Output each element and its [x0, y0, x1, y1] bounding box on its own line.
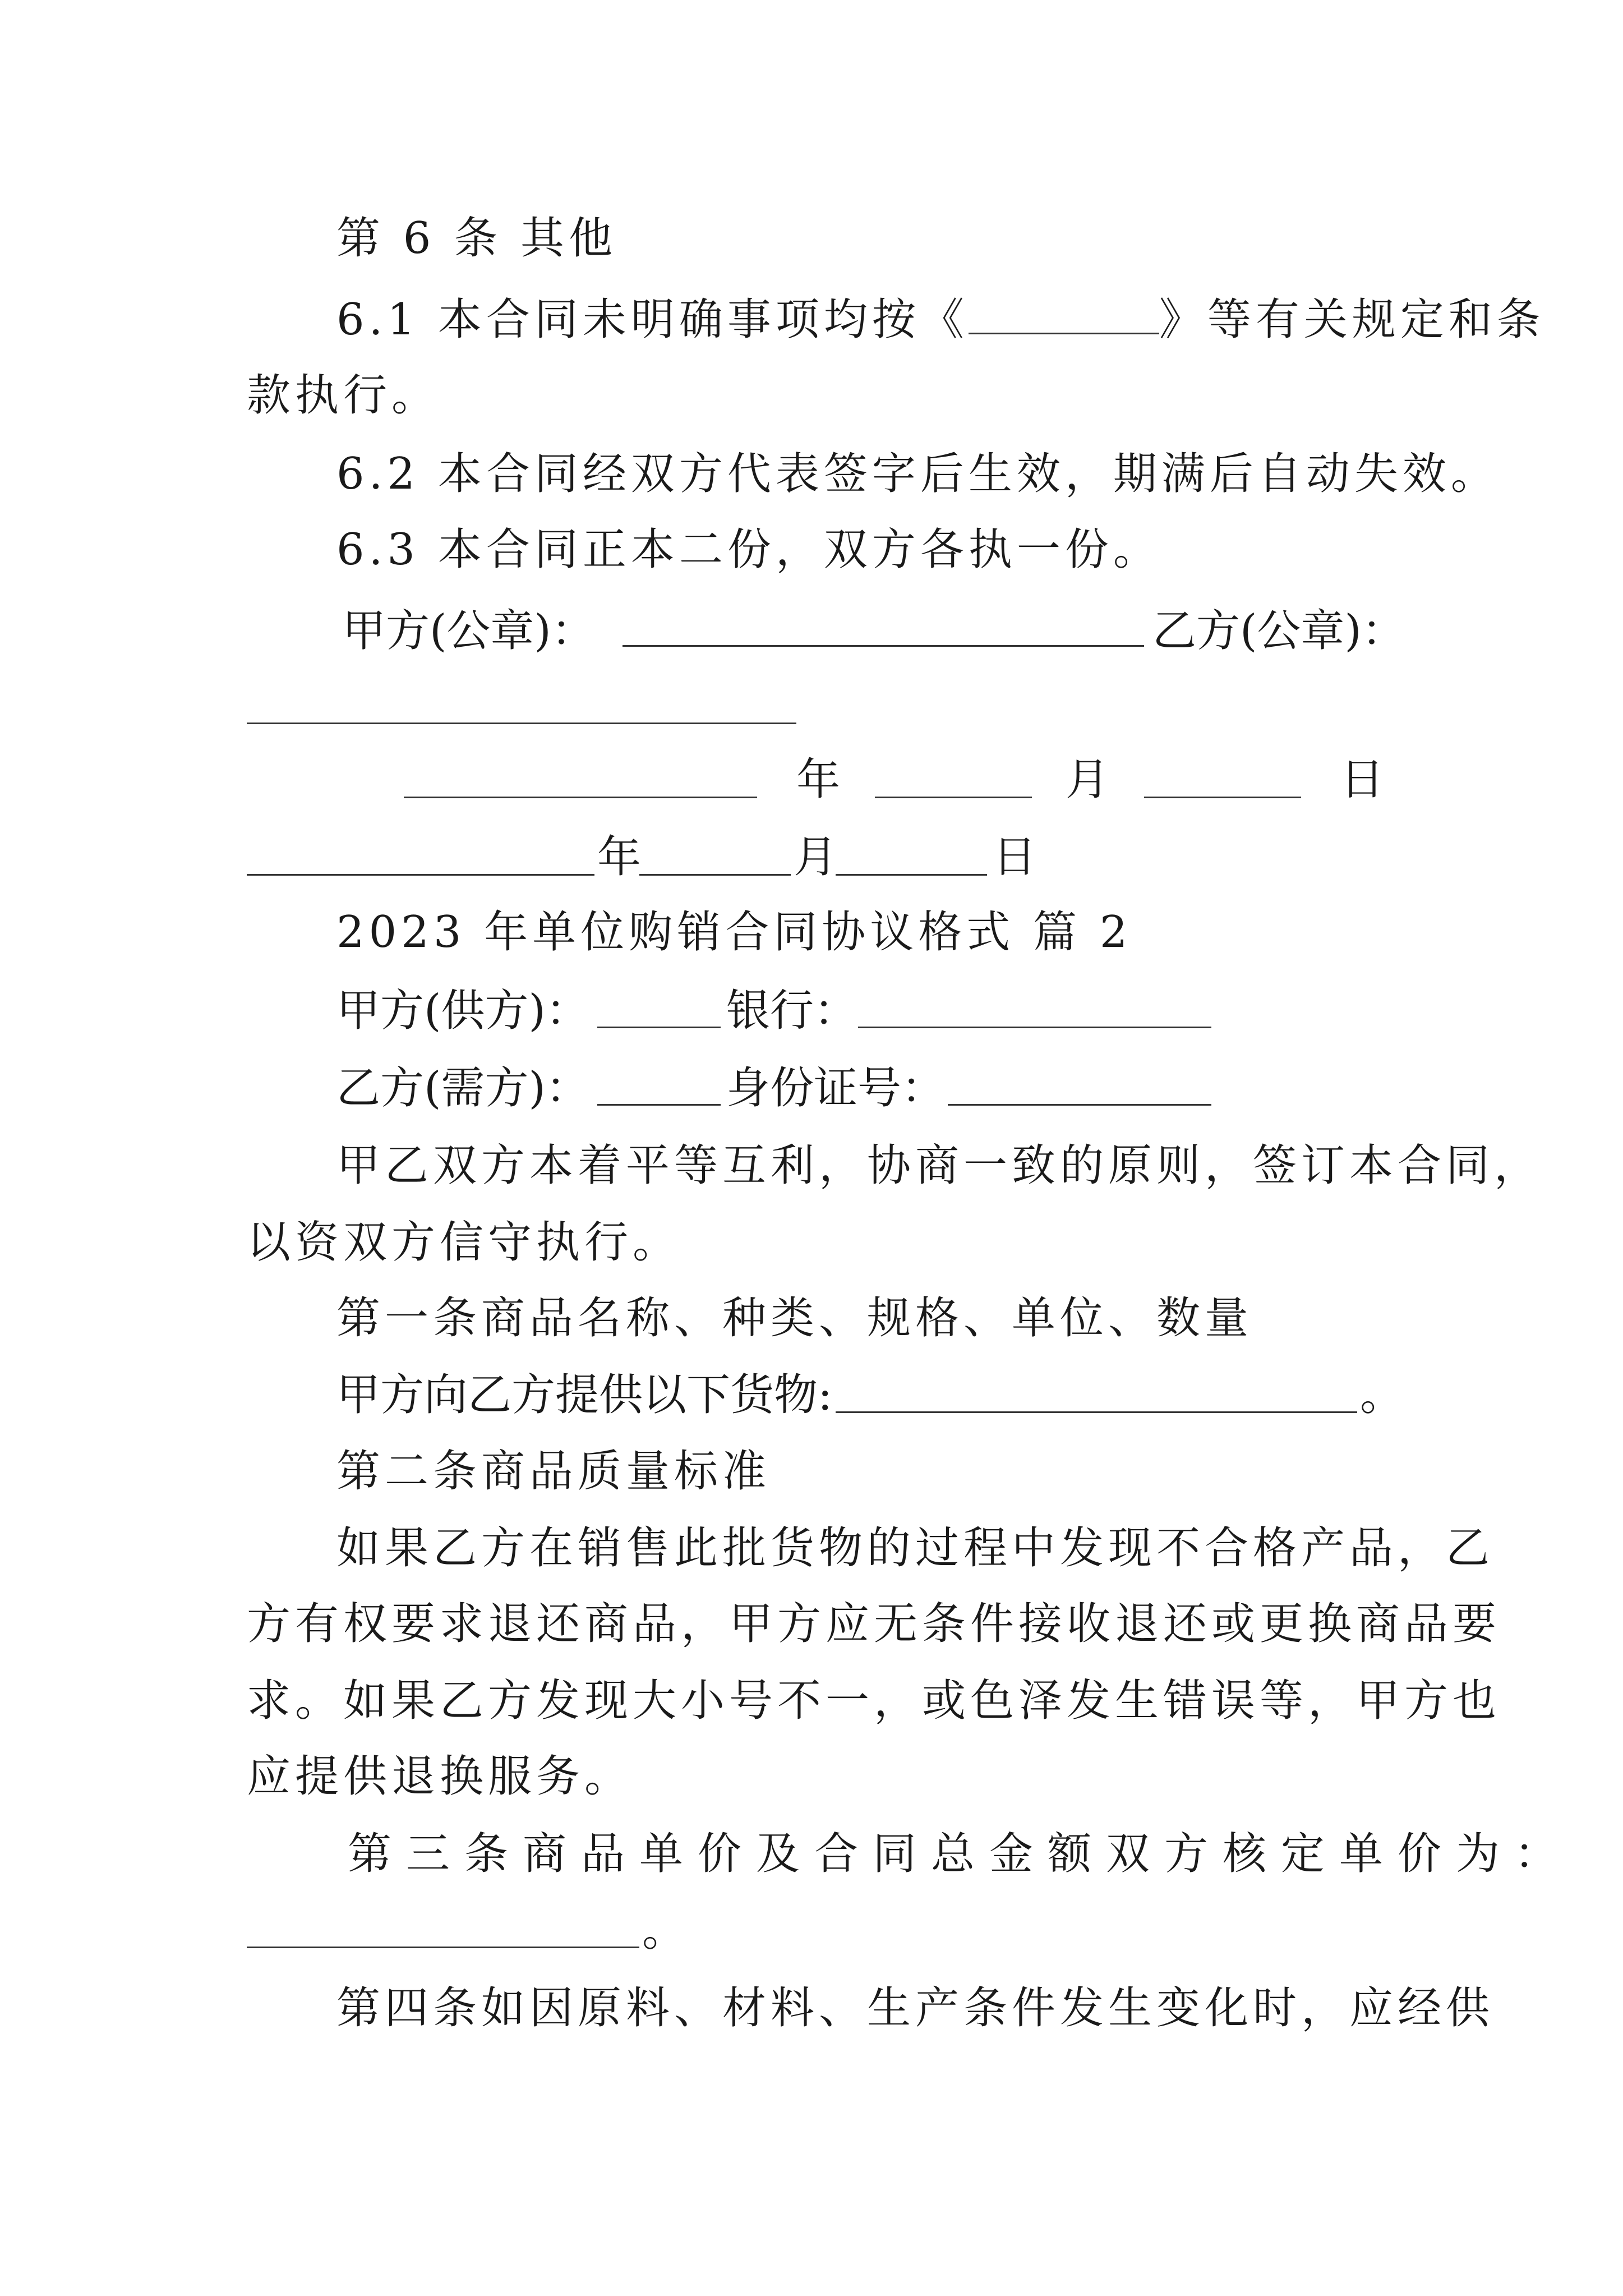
id-number-label: 身份证号：	[726, 1063, 946, 1114]
law-name-blank[interactable]	[969, 299, 1159, 334]
clause-6-1-text-end: 》等有关规定和条	[1159, 295, 1545, 345]
date1-year-blank[interactable]	[404, 797, 757, 798]
unit-price-blank[interactable]	[247, 1947, 639, 1948]
bank-label: 银行：	[726, 986, 858, 1036]
supplier-blank[interactable]	[597, 1027, 721, 1028]
buyer-label: 乙方(需方)：	[336, 1063, 589, 1114]
date2-month-label: 月	[794, 832, 838, 882]
date2-month-blank[interactable]	[639, 874, 791, 876]
date1-month-blank[interactable]	[875, 797, 1032, 798]
intro-line-1: 甲乙双方本着平等互利，协商一致的原则，签订本合同，	[336, 1140, 1543, 1191]
date1-day-label: 日	[1340, 754, 1385, 805]
article-4-text: 第四条如因原料、材料、生产条件发生变化时，应经供	[336, 1983, 1495, 2033]
date2-year-blank[interactable]	[247, 874, 594, 876]
article-6-heading: 第 6 条 其他	[336, 213, 617, 264]
article-1-heading: 第一条商品名称、种类、规格、单位、数量	[336, 1293, 1253, 1343]
article-3-period: 。	[642, 1906, 686, 1956]
date2-day-label: 日	[993, 832, 1037, 882]
article-1-period: 。	[1360, 1370, 1404, 1420]
article-1-text: 甲方向乙方提供以下货物:	[336, 1370, 833, 1420]
supplier-label: 甲方(供方)：	[336, 986, 589, 1036]
date1-day-blank[interactable]	[1144, 797, 1301, 798]
party-a-seal-blank[interactable]	[623, 645, 1144, 647]
clause-6-1	[336, 292, 1545, 348]
article-2-para-line-1: 如果乙方在销售此批货物的过程中发现不合格产品，乙	[336, 1523, 1495, 1573]
clause-6-1-text-start: 6.1 本合同未明确事项均按《	[336, 295, 969, 345]
article-2-para-line-4: 应提供退换服务。	[247, 1751, 633, 1802]
clause-6-2: 6.2 本合同经双方代表签字后生效，期满后自动失效。	[336, 449, 1499, 499]
clause-6-3: 6.3 本合同正本二份，双方各执一份。	[336, 524, 1161, 575]
date1-month-label: 月	[1066, 754, 1110, 805]
bank-blank[interactable]	[858, 1027, 1211, 1028]
goods-blank[interactable]	[836, 1411, 1357, 1413]
contract-2-title: 2023 年单位购销合同协议格式 篇 2	[336, 907, 1132, 958]
date2-day-blank[interactable]	[836, 874, 987, 876]
party-b-seal-blank[interactable]	[247, 723, 796, 724]
article-2-para-line-3: 求。如果乙方发现大小号不一，或色泽发生错误等，甲方也	[247, 1676, 1501, 1726]
clause-6-1-continued: 款执行。	[247, 370, 440, 421]
buyer-blank[interactable]	[597, 1104, 721, 1106]
intro-line-2: 以资双方信守执行。	[247, 1217, 681, 1268]
article-2-para-line-2: 方有权要求退还商品，甲方应无条件接收退还或更换商品要	[247, 1599, 1501, 1649]
article-3-text: 第三条商品单价及合同总金额双方核定单价为：	[348, 1829, 1573, 1879]
party-a-seal-label: 甲方(公章)：	[342, 606, 595, 656]
party-b-seal-label: 乙方(公章)：	[1152, 606, 1405, 656]
article-2-heading: 第二条商品质量标准	[336, 1446, 771, 1497]
date2-year-label: 年	[597, 832, 642, 882]
id-number-blank[interactable]	[948, 1104, 1211, 1106]
date1-year-label: 年	[796, 754, 841, 805]
